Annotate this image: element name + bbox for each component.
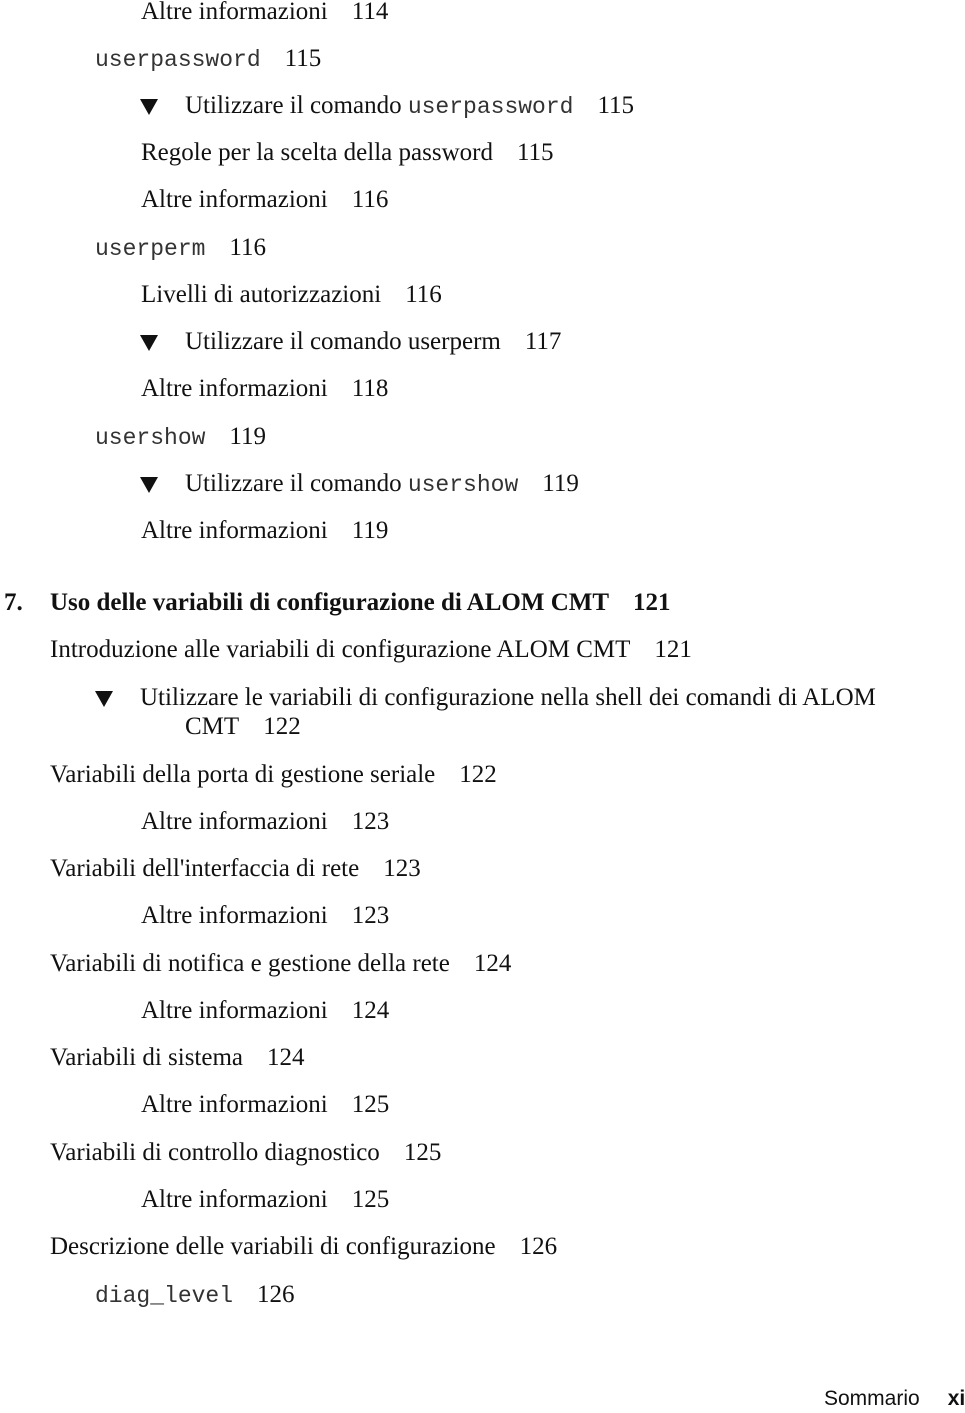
toc-page-number: 121 bbox=[654, 636, 692, 663]
toc-page-number: 123 bbox=[351, 808, 390, 835]
toc-page-number: 119 bbox=[229, 423, 266, 450]
toc-entry-procedure[interactable] bbox=[140, 327, 561, 357]
toc-page-number: 119 bbox=[542, 470, 579, 497]
procedure-triangle-icon bbox=[140, 99, 158, 115]
footer-page-folio: xi bbox=[947, 1387, 965, 1410]
toc-entry[interactable] bbox=[141, 516, 388, 546]
toc-entry-title: usershow bbox=[95, 425, 206, 451]
page-footer bbox=[824, 1385, 965, 1413]
toc-entry[interactable] bbox=[50, 1043, 305, 1073]
toc-page-number: 117 bbox=[524, 328, 562, 355]
toc-entry-procedure[interactable] bbox=[140, 469, 579, 500]
toc-entry-code: userpassword bbox=[407, 94, 574, 120]
toc-entry-title: Regole per la scelta della password bbox=[141, 139, 493, 166]
toc-entry[interactable] bbox=[141, 901, 389, 931]
toc-entry[interactable] bbox=[50, 949, 511, 979]
toc-chapter-heading[interactable] bbox=[4, 588, 671, 618]
toc-page-number: 118 bbox=[351, 375, 389, 402]
toc-page-number: 124 bbox=[267, 1044, 305, 1071]
toc-entry-title: Descrizione delle variabili di configurazione bbox=[50, 1233, 496, 1260]
toc-entry[interactable] bbox=[141, 807, 389, 837]
toc-page-number: 115 bbox=[597, 92, 635, 119]
toc-entry[interactable] bbox=[141, 374, 388, 404]
toc-entry-title: userperm bbox=[95, 236, 206, 262]
toc-page-number: 123 bbox=[351, 902, 390, 929]
toc-entry[interactable] bbox=[141, 996, 389, 1026]
toc-entry-title: userpassword bbox=[95, 47, 261, 73]
toc-entry[interactable] bbox=[95, 233, 266, 264]
toc-page-number: 126 bbox=[519, 1233, 558, 1260]
toc-entry-title: Variabili dell'interfaccia di rete bbox=[50, 855, 360, 882]
toc-entry-title: Variabili della porta di gestione seriale bbox=[50, 761, 436, 788]
toc-entry-title: Variabili di controllo diagnostico bbox=[50, 1139, 380, 1166]
toc-entry[interactable] bbox=[141, 1090, 389, 1120]
toc-entry-title: Introduzione alle variabili di configurazione ALOM CMT bbox=[50, 636, 631, 663]
toc-entry-title: Altre informazioni bbox=[141, 1091, 328, 1118]
toc-page-number: 116 bbox=[351, 186, 389, 213]
toc-entry[interactable] bbox=[95, 44, 321, 75]
toc-entry[interactable] bbox=[95, 422, 266, 453]
toc-entry[interactable] bbox=[50, 1138, 441, 1168]
toc-page-number: 116 bbox=[229, 234, 266, 261]
toc-page-number: 122 bbox=[263, 713, 301, 740]
toc-entry-title: Altre informazioni bbox=[141, 186, 328, 213]
toc-page-number: 126 bbox=[257, 1281, 295, 1308]
toc-page-number: 114 bbox=[351, 0, 389, 25]
toc-entry-title: CMT bbox=[185, 713, 240, 740]
toc-page-number: 125 bbox=[403, 1139, 442, 1166]
toc-entry-title: Variabili di sistema bbox=[50, 1044, 244, 1071]
toc-entry-code: usershow bbox=[407, 472, 519, 498]
toc-entry-title: Altre informazioni bbox=[141, 517, 328, 544]
toc-entry-title: diag_level bbox=[95, 1283, 234, 1309]
chapter-title: Uso delle variabili di configurazione di ALOM CMT bbox=[50, 589, 610, 616]
toc-page-number: 122 bbox=[459, 761, 497, 788]
toc-entry-procedure[interactable] bbox=[95, 683, 876, 713]
toc-page-number: 115 bbox=[284, 45, 322, 72]
toc-entry-continuation[interactable] bbox=[185, 712, 301, 742]
toc-entry[interactable] bbox=[50, 635, 692, 665]
toc-entry-title: Utilizzare il comando bbox=[185, 92, 408, 119]
toc-page-number: 125 bbox=[351, 1186, 390, 1213]
toc-entry-title: Altre informazioni bbox=[141, 902, 328, 929]
toc-page-number: 123 bbox=[383, 855, 421, 882]
procedure-triangle-icon bbox=[140, 477, 158, 493]
toc-page-number: 119 bbox=[351, 517, 389, 544]
toc-entry[interactable] bbox=[141, 280, 442, 310]
footer-section-title: Sommario bbox=[824, 1387, 920, 1410]
procedure-triangle-icon bbox=[140, 335, 158, 351]
toc-entry[interactable] bbox=[95, 1280, 295, 1311]
toc-entry-title: Altre informazioni bbox=[141, 375, 328, 402]
toc-entry-title: Livelli di autorizzazioni bbox=[141, 281, 382, 308]
procedure-triangle-icon bbox=[95, 691, 113, 707]
toc-entry[interactable] bbox=[141, 1185, 389, 1215]
toc-entry-title: Altre informazioni bbox=[141, 997, 328, 1024]
toc-entry[interactable] bbox=[141, 138, 554, 168]
toc-entry[interactable] bbox=[141, 0, 388, 27]
toc-page-number: 125 bbox=[351, 1091, 390, 1118]
toc-entry[interactable] bbox=[141, 185, 388, 215]
toc-entry-title: Altre informazioni bbox=[141, 808, 328, 835]
toc-entry-title: Altre informazioni bbox=[141, 0, 328, 25]
toc-entry-title: Altre informazioni bbox=[141, 1186, 328, 1213]
toc-entry-title: Variabili di notifica e gestione della rete bbox=[50, 950, 450, 977]
toc-page-number: 116 bbox=[405, 281, 442, 308]
toc-entry-procedure[interactable] bbox=[140, 91, 634, 122]
toc-entry-title: Utilizzare le variabili di configurazione nella shell dei comandi di ALOM bbox=[140, 684, 876, 711]
toc-entry-title: Utilizzare il comando bbox=[185, 470, 408, 497]
toc-entry[interactable] bbox=[50, 760, 497, 790]
toc-entry[interactable] bbox=[50, 1232, 557, 1262]
toc-page-number: 121 bbox=[633, 589, 671, 616]
toc-entry[interactable] bbox=[50, 854, 421, 884]
toc-page-number: 124 bbox=[473, 950, 512, 977]
toc-page-number: 115 bbox=[516, 139, 554, 166]
toc-entry-title: Utilizzare il comando userperm bbox=[185, 328, 501, 355]
toc-page-number: 124 bbox=[351, 997, 390, 1024]
chapter-number: 7. bbox=[4, 589, 23, 616]
